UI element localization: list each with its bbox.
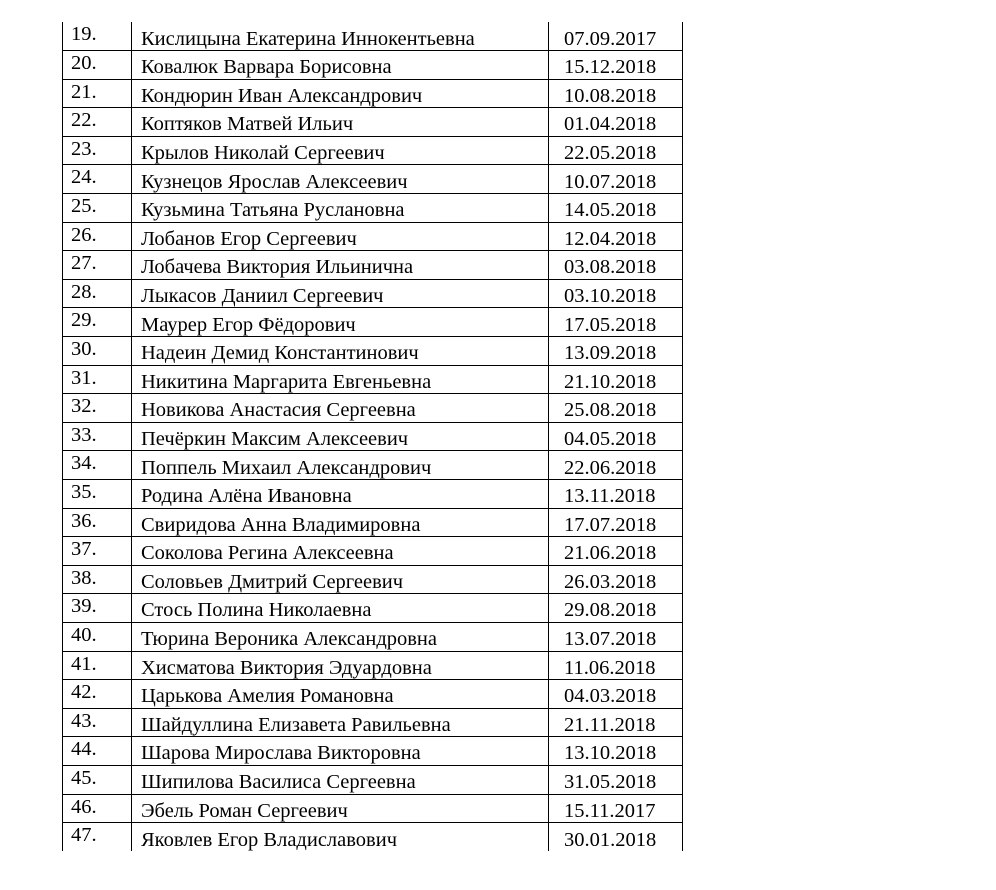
table-row: [63, 537, 683, 566]
row-number: 44.: [63, 737, 132, 766]
birth-date: 30.01.2018: [549, 823, 683, 852]
row-number: 43.: [63, 708, 132, 737]
table-row: [63, 194, 683, 223]
student-name: Царькова Амелия Романовна: [132, 680, 549, 709]
table-row: [63, 222, 683, 251]
student-name: Коптяков Матвей Ильич: [132, 108, 549, 137]
student-name: Тюрина Вероника Александровна: [132, 622, 549, 651]
birth-date: 21.11.2018: [549, 708, 683, 737]
table-row: [63, 622, 683, 651]
birth-date: 22.06.2018: [549, 451, 683, 480]
row-number: 39.: [63, 594, 132, 623]
student-name: Новикова Анастасия Сергеевна: [132, 394, 549, 423]
student-name: Родина Алёна Ивановна: [132, 480, 549, 509]
row-number: 26.: [63, 222, 132, 251]
row-number: 24.: [63, 165, 132, 194]
table-row: [63, 594, 683, 623]
birth-date: 22.05.2018: [549, 136, 683, 165]
student-name: Надеин Демид Константинович: [132, 337, 549, 366]
table-row: [63, 365, 683, 394]
birth-date: 21.10.2018: [549, 365, 683, 394]
row-number: 35.: [63, 480, 132, 509]
table-body: [63, 22, 683, 851]
row-number: 46.: [63, 794, 132, 823]
table-row: [63, 165, 683, 194]
table-row: [63, 108, 683, 137]
table-row: [63, 794, 683, 823]
row-number: 47.: [63, 823, 132, 852]
birth-date: 07.09.2017: [549, 22, 683, 51]
birth-date: 03.10.2018: [549, 279, 683, 308]
table-row: [63, 337, 683, 366]
row-number: 27.: [63, 251, 132, 280]
row-number: 23.: [63, 136, 132, 165]
table-row: [63, 823, 683, 852]
birth-date: 15.12.2018: [549, 51, 683, 80]
student-name: Кузьмина Татьяна Руслановна: [132, 194, 549, 223]
table-row: [63, 136, 683, 165]
student-name: Соколова Регина Алексеевна: [132, 537, 549, 566]
table-row: [63, 308, 683, 337]
birth-date: 04.05.2018: [549, 422, 683, 451]
row-number: 30.: [63, 337, 132, 366]
row-number: 36.: [63, 508, 132, 537]
student-name: Кондюрин Иван Александрович: [132, 79, 549, 108]
student-name: Печёркин Максим Алексеевич: [132, 422, 549, 451]
table-row: [63, 680, 683, 709]
table-row: [63, 708, 683, 737]
student-name: Свиридова Анна Владимировна: [132, 508, 549, 537]
row-number: 19.: [63, 22, 132, 51]
table-row: [63, 565, 683, 594]
birth-date: 31.05.2018: [549, 765, 683, 794]
row-number: 33.: [63, 422, 132, 451]
table-row: [63, 279, 683, 308]
student-name: Шипилова Василиса Сергеевна: [132, 765, 549, 794]
row-number: 21.: [63, 79, 132, 108]
student-name: Шайдуллина Елизавета Равильевна: [132, 708, 549, 737]
row-number: 20.: [63, 51, 132, 80]
birth-date: 26.03.2018: [549, 565, 683, 594]
table-row: [63, 51, 683, 80]
student-name: Кузнецов Ярослав Алексеевич: [132, 165, 549, 194]
table-row: [63, 394, 683, 423]
row-number: 31.: [63, 365, 132, 394]
student-name: Кислицына Екатерина Иннокентьевна: [132, 22, 549, 51]
student-name: Яковлев Егор Владиславович: [132, 823, 549, 852]
birth-date: 17.05.2018: [549, 308, 683, 337]
student-name: Шарова Мирослава Викторовна: [132, 737, 549, 766]
birth-date: 14.05.2018: [549, 194, 683, 223]
birth-date: 03.08.2018: [549, 251, 683, 280]
table-row: [63, 22, 683, 51]
student-name: Ковалюк Варвара Борисовна: [132, 51, 549, 80]
table-row: [63, 422, 683, 451]
birth-date: 13.09.2018: [549, 337, 683, 366]
student-name: Лобачева Виктория Ильинична: [132, 251, 549, 280]
row-number: 29.: [63, 308, 132, 337]
student-name: Хисматова Виктория Эдуардовна: [132, 651, 549, 680]
birth-date: 10.07.2018: [549, 165, 683, 194]
row-number: 42.: [63, 680, 132, 709]
table-row: [63, 79, 683, 108]
birth-date: 25.08.2018: [549, 394, 683, 423]
table-row: [63, 451, 683, 480]
table-row: [63, 251, 683, 280]
birth-date: 12.04.2018: [549, 222, 683, 251]
birth-date: 15.11.2017: [549, 794, 683, 823]
table-row: [63, 480, 683, 509]
birth-date: 01.04.2018: [549, 108, 683, 137]
birth-date: 11.06.2018: [549, 651, 683, 680]
row-number: 22.: [63, 108, 132, 137]
birth-date: 29.08.2018: [549, 594, 683, 623]
table-row: [63, 651, 683, 680]
student-name: Соловьев Дмитрий Сергеевич: [132, 565, 549, 594]
row-number: 38.: [63, 565, 132, 594]
row-number: 40.: [63, 622, 132, 651]
table-row: [63, 508, 683, 537]
table-row: [63, 765, 683, 794]
row-number: 34.: [63, 451, 132, 480]
student-name: Поппель Михаил Александрович: [132, 451, 549, 480]
row-number: 32.: [63, 394, 132, 423]
student-name: Стось Полина Николаевна: [132, 594, 549, 623]
row-number: 37.: [63, 537, 132, 566]
row-number: 45.: [63, 765, 132, 794]
table-row: [63, 737, 683, 766]
student-name: Эбель Роман Сергеевич: [132, 794, 549, 823]
birth-date: 10.08.2018: [549, 79, 683, 108]
student-name: Никитина Маргарита Евгеньевна: [132, 365, 549, 394]
birth-date: 13.11.2018: [549, 480, 683, 509]
student-name: Лыкасов Даниил Сергеевич: [132, 279, 549, 308]
student-name: Маурер Егор Фёдорович: [132, 308, 549, 337]
row-number: 25.: [63, 194, 132, 223]
row-number: 41.: [63, 651, 132, 680]
birth-date: 04.03.2018: [549, 680, 683, 709]
student-name: Крылов Николай Сергеевич: [132, 136, 549, 165]
birth-date: 17.07.2018: [549, 508, 683, 537]
row-number: 28.: [63, 279, 132, 308]
birth-date: 13.10.2018: [549, 737, 683, 766]
student-name: Лобанов Егор Сергеевич: [132, 222, 549, 251]
student-list-table: [62, 22, 683, 851]
birth-date: 13.07.2018: [549, 622, 683, 651]
birth-date: 21.06.2018: [549, 537, 683, 566]
